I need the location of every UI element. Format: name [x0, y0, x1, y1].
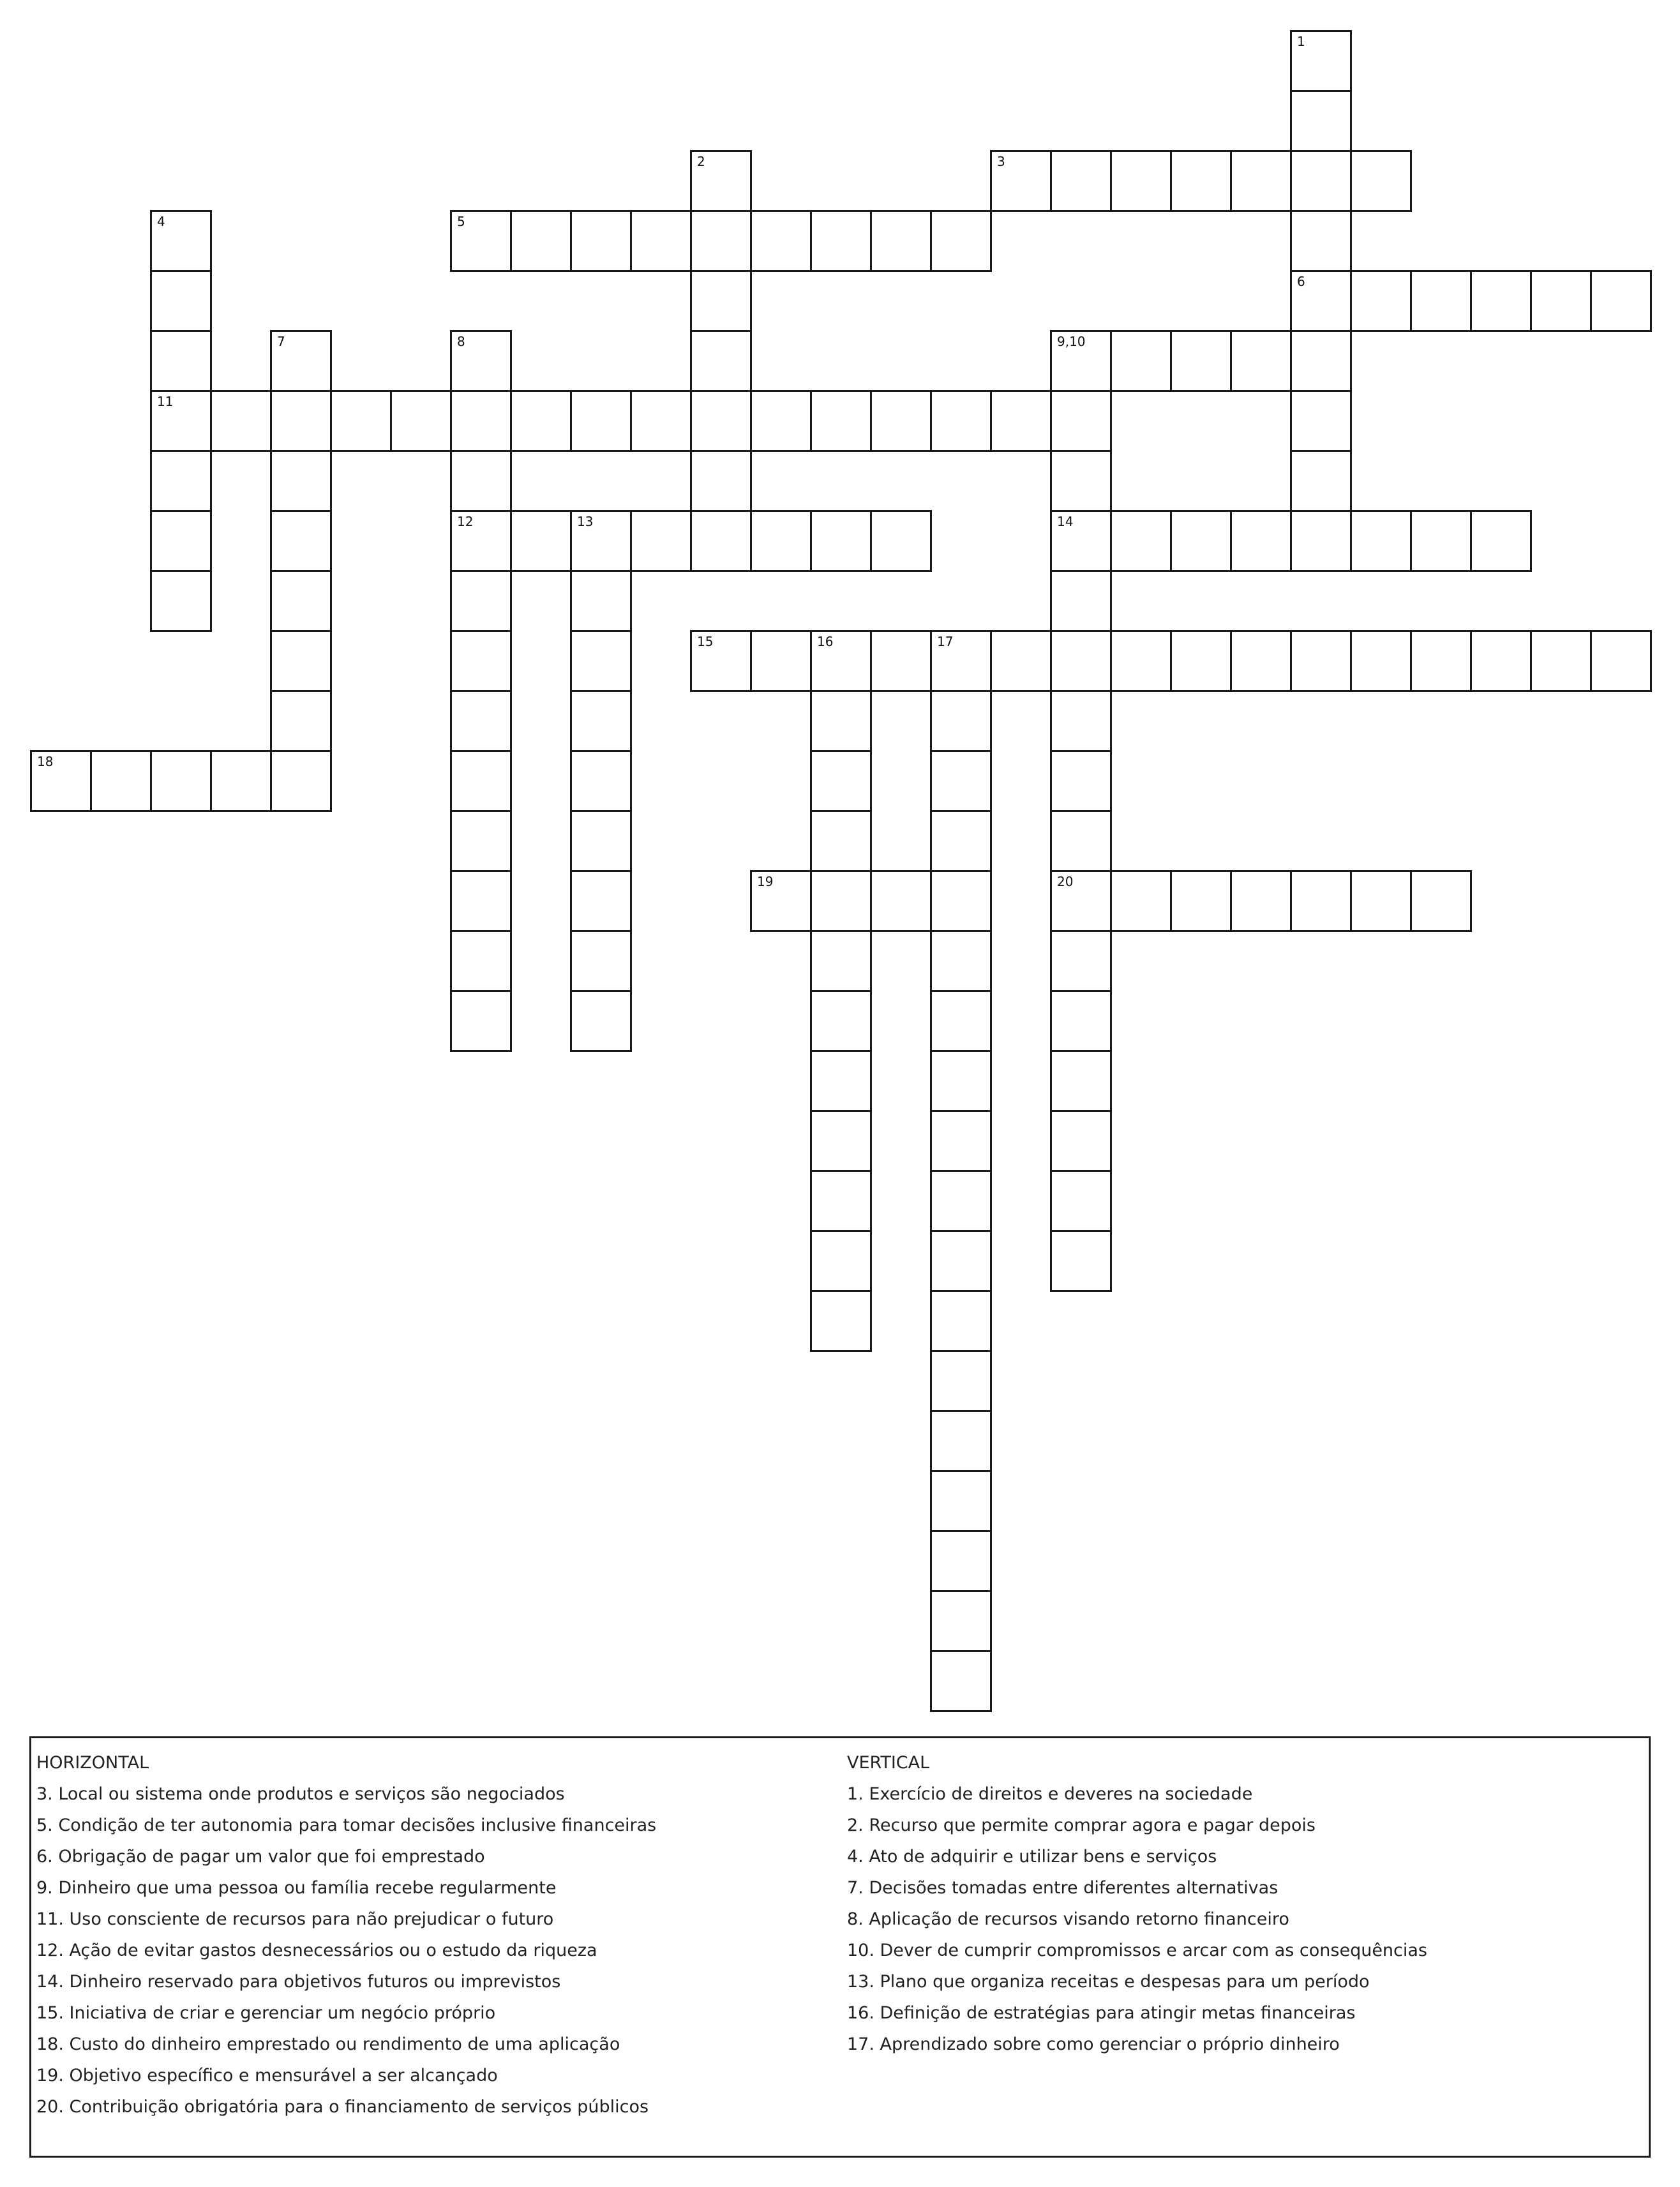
grid-cell[interactable]: [990, 630, 1052, 692]
grid-cell[interactable]: [570, 510, 632, 572]
grid-cell[interactable]: [870, 870, 932, 932]
grid-cell[interactable]: [450, 990, 512, 1052]
grid-cell[interactable]: [150, 210, 212, 272]
grid-cell[interactable]: [30, 750, 92, 812]
grid-cell[interactable]: [450, 330, 512, 392]
grid-cell[interactable]: [1230, 150, 1292, 212]
grid-cell[interactable]: [450, 750, 512, 812]
grid-cell[interactable]: [1050, 1170, 1112, 1232]
grid-cell[interactable]: [750, 510, 812, 572]
grid-cell[interactable]: [1410, 510, 1472, 572]
clue-down-17: 17. Aprendizado sobre como gerenciar o próprio dinheiro: [847, 2034, 1340, 2054]
grid-cell[interactable]: [1290, 270, 1352, 332]
grid-cell[interactable]: [1350, 510, 1412, 572]
grid-cell[interactable]: [270, 750, 332, 812]
grid-cell[interactable]: [450, 690, 512, 752]
grid-cell[interactable]: [1230, 870, 1292, 932]
grid-cell[interactable]: [450, 510, 512, 572]
grid-cell[interactable]: [690, 330, 752, 392]
grid-cell[interactable]: [330, 390, 392, 452]
grid-cell[interactable]: [570, 630, 632, 692]
grid-cell[interactable]: [1530, 270, 1592, 332]
grid-cell[interactable]: [990, 390, 1052, 452]
clue-number: 14: [1057, 514, 1074, 529]
clue-number: 17: [937, 634, 954, 649]
clue-number: 13: [577, 514, 594, 529]
grid-cell[interactable]: [930, 390, 992, 452]
grid-cell[interactable]: [930, 1230, 992, 1292]
grid-cell[interactable]: [510, 210, 572, 272]
grid-cell[interactable]: [1230, 510, 1292, 572]
grid-cell[interactable]: [150, 510, 212, 572]
grid-cell[interactable]: [570, 990, 632, 1052]
grid-cell[interactable]: [1050, 150, 1112, 212]
grid-cell[interactable]: [1590, 630, 1652, 692]
grid-cell[interactable]: [810, 390, 872, 452]
grid-cell[interactable]: [1470, 630, 1532, 692]
grid-cell[interactable]: [570, 750, 632, 812]
grid-cell[interactable]: [930, 1290, 992, 1352]
grid-cell[interactable]: [1290, 30, 1352, 92]
grid-cell[interactable]: [1110, 330, 1172, 392]
grid-cell[interactable]: [570, 390, 632, 452]
grid-cell[interactable]: [810, 690, 872, 752]
grid-cell[interactable]: [1050, 690, 1112, 752]
grid-cell[interactable]: [210, 390, 272, 452]
clues-panel: [29, 1736, 1651, 2158]
grid-cell[interactable]: [630, 210, 692, 272]
grid-cell[interactable]: [930, 750, 992, 812]
grid-cell[interactable]: [930, 690, 992, 752]
grid-cell[interactable]: [1290, 870, 1352, 932]
clue-down-2: 2. Recurso que permite comprar agora e pagar depois: [847, 1815, 1316, 1835]
grid-cell[interactable]: [1350, 870, 1412, 932]
clue-number: 5: [457, 214, 465, 229]
grid-cell[interactable]: [810, 990, 872, 1052]
grid-cell[interactable]: [930, 210, 992, 272]
grid-cell[interactable]: [570, 690, 632, 752]
clue-across-6: 6. Obrigação de pagar um valor que foi emprestado: [36, 1847, 485, 1867]
grid-cell[interactable]: [390, 390, 452, 452]
clue-across-15: 15. Iniciativa de criar e gerenciar um negócio próprio: [36, 2003, 496, 2023]
grid-cell[interactable]: [1050, 1110, 1112, 1172]
grid-cell[interactable]: [150, 390, 212, 452]
clue-down-16: 16. Definição de estratégias para atingir metas financeiras: [847, 2003, 1356, 2023]
grid-cell[interactable]: [810, 1110, 872, 1172]
grid-cell[interactable]: [810, 510, 872, 572]
grid-cell[interactable]: [1350, 630, 1412, 692]
grid-cell[interactable]: [930, 630, 992, 692]
grid-cell[interactable]: [450, 210, 512, 272]
grid-cell[interactable]: [270, 690, 332, 752]
grid-cell[interactable]: [930, 1470, 992, 1532]
grid-cell[interactable]: [150, 450, 212, 512]
grid-cell[interactable]: [570, 210, 632, 272]
down-clue-list: [847, 1778, 1645, 2060]
grid-cell[interactable]: [810, 870, 872, 932]
grid-cell[interactable]: [450, 870, 512, 932]
grid-cell[interactable]: [1050, 1050, 1112, 1112]
clue-across-18: 18. Custo do dinheiro emprestado ou rendimento de uma aplicação: [36, 2034, 620, 2054]
grid-cell[interactable]: [570, 570, 632, 632]
grid-cell[interactable]: [1230, 330, 1292, 392]
across-clue-list: [36, 1778, 834, 2123]
grid-cell[interactable]: [1590, 270, 1652, 332]
clue-number: 7: [277, 334, 285, 349]
clue-number: 3: [997, 154, 1005, 169]
grid-cell[interactable]: [690, 210, 752, 272]
grid-cell[interactable]: [690, 630, 752, 692]
grid-cell[interactable]: [210, 750, 272, 812]
grid-cell[interactable]: [150, 570, 212, 632]
grid-cell[interactable]: [1050, 930, 1112, 992]
grid-cell[interactable]: [750, 870, 812, 932]
grid-cell[interactable]: [930, 1530, 992, 1592]
grid-cell[interactable]: [270, 570, 332, 632]
grid-cell[interactable]: [1050, 870, 1112, 932]
grid-cell[interactable]: [810, 1170, 872, 1232]
grid-cell[interactable]: [1050, 570, 1112, 632]
clue-across-3: 3. Local ou sistema onde produtos e serviços são negociados: [36, 1784, 565, 1804]
grid-cell[interactable]: [870, 510, 932, 572]
clue-down-7: 7. Decisões tomadas entre diferentes alternativas: [847, 1878, 1279, 1898]
grid-cell[interactable]: [690, 510, 752, 572]
grid-cell[interactable]: [1290, 210, 1352, 272]
grid-cell[interactable]: [450, 930, 512, 992]
clue-across-11: 11. Uso consciente de recursos para não prejudicar o futuro: [36, 1909, 554, 1929]
grid-cell[interactable]: [750, 390, 812, 452]
grid-cell[interactable]: [270, 510, 332, 572]
grid-cell[interactable]: [1410, 870, 1472, 932]
grid-cell[interactable]: [450, 810, 512, 872]
grid-cell[interactable]: [450, 390, 512, 452]
grid-cell[interactable]: [930, 1170, 992, 1232]
clue-number: 20: [1057, 874, 1074, 889]
grid-cell[interactable]: [1290, 510, 1352, 572]
grid-cell[interactable]: [930, 1350, 992, 1412]
grid-cell[interactable]: [1050, 990, 1112, 1052]
grid-cell[interactable]: [870, 390, 932, 452]
clue-number: 1: [1297, 34, 1305, 49]
grid-cell[interactable]: [1290, 450, 1352, 512]
grid-cell[interactable]: [810, 810, 872, 872]
grid-cell[interactable]: [1050, 390, 1112, 452]
clue-number: 4: [157, 214, 165, 229]
grid-cell[interactable]: [990, 150, 1052, 212]
grid-cell[interactable]: [1170, 630, 1232, 692]
grid-cell[interactable]: [690, 450, 752, 512]
clue-across-12: 12. Ação de evitar gastos desnecessários ou o estudo da riqueza: [36, 1941, 597, 1960]
grid-cell[interactable]: [1050, 510, 1112, 572]
grid-cell[interactable]: [270, 330, 332, 392]
grid-cell[interactable]: [810, 750, 872, 812]
grid-cell[interactable]: [1110, 510, 1172, 572]
clue-across-19: 19. Objetivo específico e mensurável a ser alcançado: [36, 2066, 498, 2086]
grid-cell[interactable]: [1350, 270, 1412, 332]
clue-number: 16: [817, 634, 834, 649]
clue-down-4: 4. Ato de adquirir e utilizar bens e serviços: [847, 1847, 1217, 1867]
grid-cell[interactable]: [1410, 630, 1472, 692]
grid-cell[interactable]: [870, 630, 932, 692]
grid-cell[interactable]: [930, 1410, 992, 1472]
clue-number: 9,10: [1057, 334, 1086, 349]
grid-cell[interactable]: [810, 1050, 872, 1112]
clue-number: 12: [457, 514, 474, 529]
clue-across-5: 5. Condição de ter autonomia para tomar decisões inclusive financeiras: [36, 1815, 657, 1835]
grid-cell[interactable]: [930, 810, 992, 872]
grid-cell[interactable]: [930, 1590, 992, 1652]
grid-cell[interactable]: [270, 390, 332, 452]
grid-cell[interactable]: [1170, 330, 1232, 392]
grid-cell[interactable]: [930, 1110, 992, 1172]
grid-cell[interactable]: [570, 930, 632, 992]
across-clues: [36, 1747, 834, 2123]
grid-cell[interactable]: [930, 930, 992, 992]
grid-cell[interactable]: [750, 630, 812, 692]
grid-cell[interactable]: [450, 630, 512, 692]
grid-cell[interactable]: [570, 810, 632, 872]
grid-cell[interactable]: [1350, 150, 1412, 212]
grid-cell[interactable]: [570, 870, 632, 932]
grid-cell[interactable]: [1170, 870, 1232, 932]
grid-cell[interactable]: [1290, 630, 1352, 692]
grid-cell[interactable]: [1470, 510, 1532, 572]
clue-down-10: 10. Dever de cumprir compromissos e arcar com as consequências: [847, 1941, 1427, 1960]
grid-cell[interactable]: [1050, 630, 1112, 692]
grid-cell[interactable]: [750, 210, 812, 272]
grid-cell[interactable]: [1110, 870, 1172, 932]
clue-number: 18: [37, 754, 54, 769]
grid-cell[interactable]: [930, 870, 992, 932]
across-heading: HORIZONTAL: [36, 1753, 149, 1773]
grid-cell[interactable]: [630, 390, 692, 452]
grid-cell[interactable]: [150, 750, 212, 812]
grid-cell[interactable]: [450, 450, 512, 512]
grid-cell[interactable]: [810, 1290, 872, 1352]
grid-cell[interactable]: [510, 510, 572, 572]
grid-cell[interactable]: [1050, 330, 1112, 392]
grid-cell[interactable]: [270, 630, 332, 692]
grid-cell[interactable]: [930, 1050, 992, 1112]
grid-cell[interactable]: [690, 390, 752, 452]
clue-down-8: 8. Aplicação de recursos visando retorno financeiro: [847, 1909, 1289, 1929]
clue-across-9: 9. Dinheiro que uma pessoa ou família recebe regularmente: [36, 1878, 557, 1898]
grid-cell[interactable]: [1290, 330, 1352, 392]
clue-number: 2: [697, 154, 705, 169]
clue-number: 11: [157, 394, 174, 409]
grid-cell[interactable]: [810, 1230, 872, 1292]
grid-cell[interactable]: [930, 990, 992, 1052]
grid-cell[interactable]: [1170, 510, 1232, 572]
clue-across-14: 14. Dinheiro reservado para objetivos futuros ou imprevistos: [36, 1972, 561, 1992]
grid-cell[interactable]: [1230, 630, 1292, 692]
grid-cell[interactable]: [90, 750, 152, 812]
clue-across-20: 20. Contribuição obrigatória para o financiamento de serviços públicos: [36, 2097, 649, 2117]
grid-cell[interactable]: [450, 570, 512, 632]
grid-cell[interactable]: [810, 210, 872, 272]
grid-cell[interactable]: [510, 390, 572, 452]
grid-cell[interactable]: [930, 1650, 992, 1712]
grid-cell[interactable]: [1530, 630, 1592, 692]
clue-down-13: 13. Plano que organiza receitas e despesas para um período: [847, 1972, 1370, 1992]
grid-cell[interactable]: [870, 210, 932, 272]
grid-cell[interactable]: [630, 510, 692, 572]
grid-cell[interactable]: [1410, 270, 1472, 332]
grid-cell[interactable]: [810, 630, 872, 692]
clue-number: 15: [697, 634, 714, 649]
grid-cell[interactable]: [150, 330, 212, 392]
grid-cell[interactable]: [1290, 90, 1352, 152]
grid-cell[interactable]: [1110, 630, 1172, 692]
clue-number: 8: [457, 334, 465, 349]
grid-cell[interactable]: [270, 450, 332, 512]
grid-cell[interactable]: [1050, 750, 1112, 812]
grid-cell[interactable]: [1050, 1230, 1112, 1292]
grid-cell[interactable]: [1290, 390, 1352, 452]
grid-cell[interactable]: [1290, 150, 1352, 212]
grid-cell[interactable]: [690, 150, 752, 212]
grid-cell[interactable]: [1470, 270, 1532, 332]
grid-cell[interactable]: [1170, 150, 1232, 212]
clue-number: 19: [757, 874, 774, 889]
grid-cell[interactable]: [1110, 150, 1172, 212]
grid-cell[interactable]: [1050, 810, 1112, 872]
grid-cell[interactable]: [810, 930, 872, 992]
clue-down-1: 1. Exercício de direitos e deveres na sociedade: [847, 1784, 1253, 1804]
grid-cell[interactable]: [690, 270, 752, 332]
down-heading: VERTICAL: [847, 1753, 930, 1773]
clue-number: 6: [1297, 274, 1305, 289]
grid-cell[interactable]: [150, 270, 212, 332]
grid-cell[interactable]: [1050, 450, 1112, 512]
down-clues: [847, 1747, 1645, 2060]
